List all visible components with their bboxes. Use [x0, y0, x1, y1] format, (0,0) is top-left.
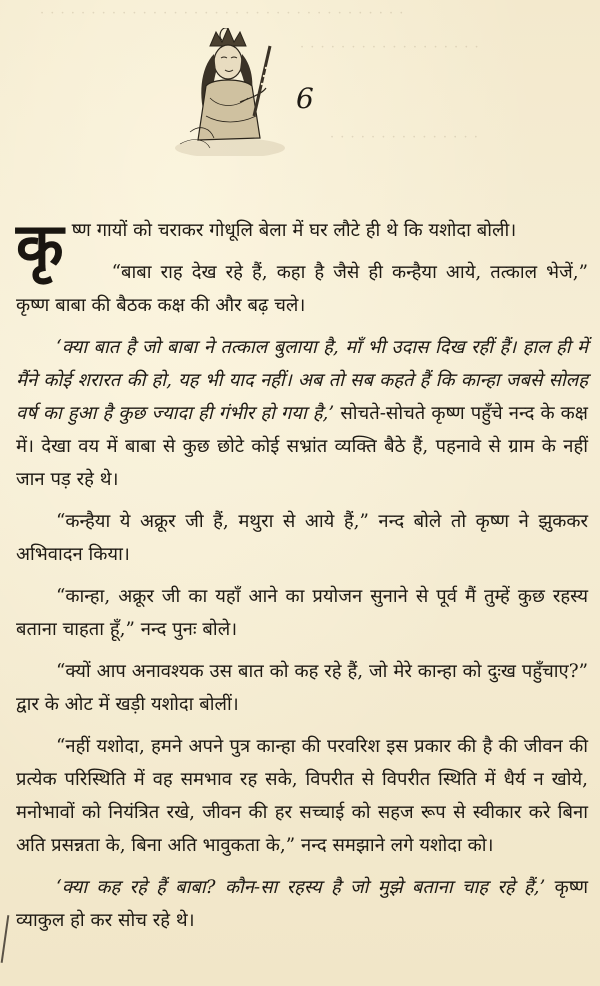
paragraph-8 — [16, 871, 588, 937]
paragraph-text: सोचते-सोचते कृष्ण पहुँचे नन्द के कक्ष में। देखा वय में बाबा से कुछ छोटे कोई सभ्रांत व्यक्ति बैठे हैं, पहनावे से ग्राम के नहीं जान पड़ रहे थे। — [16, 403, 588, 490]
paragraph-text: “कन्हैया ये अक्रूर जी हैं, मथुरा से आये हैं,” नन्द बोले तो कृष्ण ने झुककर अभिवादन किया। — [16, 511, 588, 565]
paragraph-7 — [16, 730, 588, 862]
paragraph-3 — [16, 331, 588, 496]
paragraph-5 — [16, 580, 588, 646]
show-through-text: · · · · · · · · · · · · · · · — [330, 130, 479, 144]
paragraph-text: “नहीं यशोदा, हमने अपने पुत्र कान्हा की परवरिश इस प्रकार की है की जीवन की प्रत्येक परिस्थिति में वह समभाव रह सके, विपरीत से विपरीत स्थिति में धैर्य न खोये, मनोभावों को नियंत्रित रखे, जीवन की हर सच्चाई को सहज रूप से स्वीकार करे बिना अति प्रसन्नता के, बिना अति भावुकता के,” नन्द समझाने लगे यशोदा को। — [16, 736, 588, 856]
paragraph-6 — [16, 655, 588, 721]
show-through-text: · · · · · · · · · · · · · · · · · · · · · · · · · · · · · · · · · · · · — [40, 6, 405, 20]
paragraph-text: ष्ण गायों को चराकर गोधूलि बेला में घर लौटे ही थे कि यशोदा बोली। — [71, 220, 517, 241]
paragraph-1 — [16, 209, 588, 282]
krishna-illustration — [170, 28, 288, 156]
chapter-body — [16, 209, 588, 946]
paragraph-text: “कान्हा, अक्रूर जी का यहाँ आने का प्रयोजन सुनाने से पूर्व मैं तुम्हें कुछ रहस्य बताना चाहता हूँ,” नन्द पुनः बोले। — [16, 586, 588, 640]
paragraph-4 — [16, 505, 588, 571]
drop-cap: कृ — [16, 209, 64, 282]
paragraph-thought-text: ‘क्या बात है जो बाबा ने तत्काल बुलाया है, माँ भी उदास दिख रहीं हैं। हाल ही में मैंने कोई शरारत की हो, यह भी याद नहीं। अब तो सब कहते हैं कि कान्हा जबसे सोलह वर्ष का हुआ है कुछ ज्यादा ही गंभीर हो गया है,’ — [16, 337, 588, 424]
paragraph-2 — [16, 256, 588, 322]
show-through-text: · · · · · · · · · · · · · · · · · · — [300, 40, 480, 54]
paragraph-text: कृष्ण व्याकुल हो कर सोच रहे थे। — [16, 877, 588, 931]
chapter-number: 6 — [296, 82, 314, 115]
paragraph-thought-text: ‘क्या कह रहे हैं बाबा? कौन-सा रहस्य है जो मुझे बताना चाह रहे हैं,’ — [56, 877, 546, 898]
pencil-mark — [1, 915, 10, 963]
paragraph-text: “बाबा राह देख रहे हैं, कहा है जैसे ही कन्हैया आये, तत्काल भेजें,” कृष्ण बाबा की बैठक कक्ष की और बढ़ चले। — [16, 262, 588, 316]
paragraph-text: “क्यों आप अनावश्यक उस बात को कह रहे हैं, जो मेरे कान्हा को दुःख पहुँचाए?” द्वार के ओट में खड़ी यशोदा बोलीं। — [16, 661, 588, 715]
